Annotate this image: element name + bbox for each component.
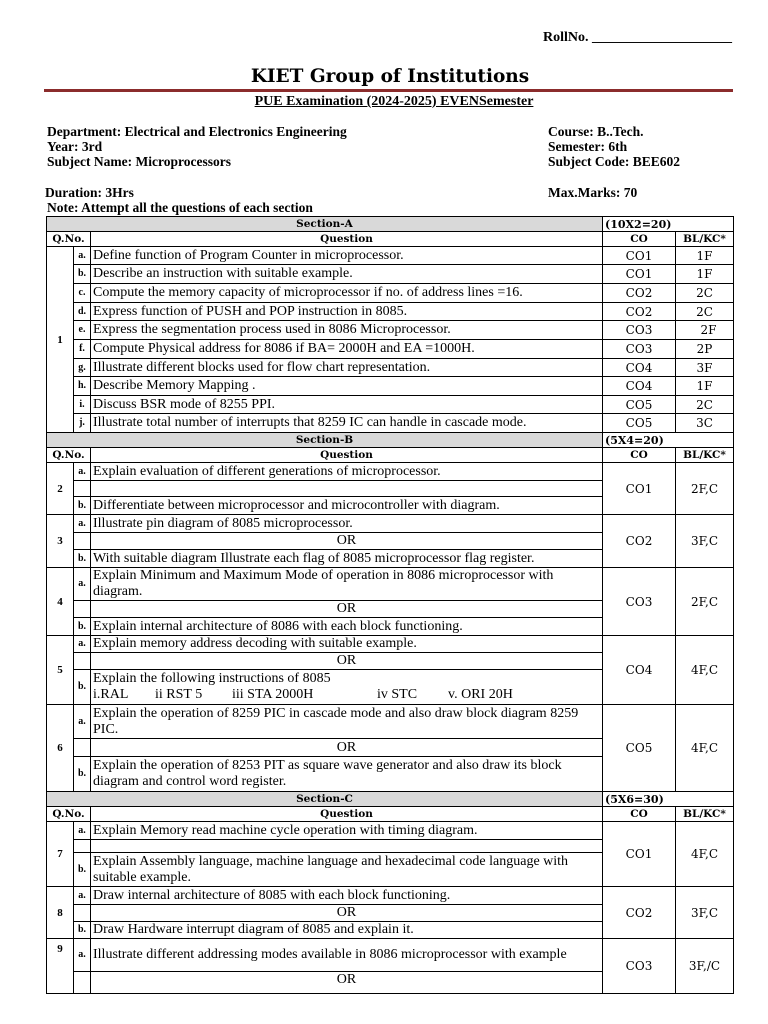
co-value: CO3 [603,939,676,994]
question-number: 2 [47,463,74,515]
question-table [46,216,734,994]
col-co: CO [603,807,676,822]
question-text: Compute the memory capacity of microprocessor if no. of address lines =16. [91,284,603,303]
roll-label: RollNo. [543,30,589,45]
bl-value: 1F [676,265,734,284]
bl-value: 4F,C [676,822,734,887]
course: Course: B..Tech. [548,124,644,139]
sub-label: d. [74,303,91,321]
table-row [47,265,734,284]
question-text: Illustrate different blocks used for flow chart representation. [91,359,603,377]
question-text: With suitable diagram Illustrate each flag of 8085 microprocessor flag register. [91,550,603,568]
column-header-row [47,448,734,463]
question-text: Explain memory address decoding with suitable example. [91,636,603,653]
instruction-item: iii STA 2000H [232,687,314,702]
sub-label: b. [74,550,91,568]
bl-value: 2P [676,340,734,359]
table-row [47,247,734,265]
question-text: Describe Memory Mapping . [91,377,603,396]
co-value: CO2 [603,284,676,303]
or-separator: OR [91,533,603,550]
instruction-item: v. ORI 20H [448,687,513,702]
institution-title: KIET Group of Institutions [250,66,530,87]
sub-label: a. [74,822,91,840]
table-row [47,939,734,972]
sub-label: b. [74,922,91,939]
instruction-item: ii RST 5 [155,687,203,702]
col-question: Question [91,807,603,822]
co-value: CO1 [603,463,676,515]
instruction-item: iv STC [377,687,418,702]
note: Note: Attempt all the questions of each section [47,200,313,215]
col-co: CO [603,232,676,247]
sub-label: a. [74,568,91,601]
exam-title: PUE Examination (2024-2025) EVENSemester [254,94,534,109]
sub-label: a. [74,939,91,972]
question-text: Explain Memory read machine cycle operation with timing diagram. [91,822,603,840]
col-qno: Q.No. [47,807,91,822]
sub-label: b. [74,757,91,792]
question-text: Illustrate different addressing modes available in 8086 microprocessor with example [91,939,603,972]
section-a-marks: (10X2=20) [603,217,734,232]
question-text: Differentiate between microprocessor and microcontroller with diagram. [91,497,603,515]
bl-value: 2C [676,303,734,321]
section-c-marks: (5X6=30) [603,792,734,807]
table-row [47,636,734,653]
section-c-title: Section-C [47,792,603,807]
question-text: Explain Assembly language, machine language and hexadecimal code language with suitable example. [91,853,603,887]
question-text: Define function of Program Counter in microprocessor. [91,247,603,265]
question-text: Draw Hardware interrupt diagram of 8085 and explain it. [91,922,603,939]
question-text: Discuss BSR mode of 8255 PPI. [91,396,603,414]
title-divider [44,89,733,92]
co-value: CO1 [603,265,676,284]
col-qno: Q.No. [47,448,91,463]
col-co: CO [603,448,676,463]
table-row [47,568,734,601]
question-text: Express the segmentation process used in 8086 Microprocessor. [91,321,603,340]
year: Year: 3rd [47,139,103,154]
sub-label: b. [74,265,91,284]
question-text: Illustrate total number of interrupts that 8259 IC can handle in cascade mode. [91,414,603,433]
table-row [47,340,734,359]
sub-label: g. [74,359,91,377]
table-row [47,414,734,433]
department: Department: Electrical and Electronics Engineering [47,124,347,139]
bl-value: 2F [676,321,734,340]
bl-value: 2F,C [676,568,734,636]
table-row [47,377,734,396]
sub-label: j. [74,414,91,433]
section-a-header [47,217,734,232]
table-row [47,359,734,377]
bl-value: 2C [676,396,734,414]
co-value: CO2 [603,303,676,321]
table-row [47,515,734,533]
co-value: CO2 [603,515,676,568]
section-b-header [47,433,734,448]
duration: Duration: 3Hrs [45,185,134,200]
sub-label: b. [74,497,91,515]
or-separator: OR [91,739,603,757]
bl-value: 4F,C [676,636,734,705]
question-text: Explain internal architecture of 8086 with each block functioning. [91,618,603,636]
question-text: Compute Physical address for 8086 if BA= 2000H and EA =1000H. [91,340,603,359]
bl-value: 3F [676,359,734,377]
sub-label: a. [74,247,91,265]
co-value: CO4 [603,377,676,396]
instruction-item: i.RAL [93,687,129,702]
question-text: Explain the operation of 8253 PIT as square wave generator and also draw its block diagram and control word register. [91,757,603,792]
bl-value: 2C [676,284,734,303]
sub-label: a. [74,705,91,739]
section-c-header [47,792,734,807]
max-marks: Max.Marks: 70 [548,185,638,200]
question-text: Draw internal architecture of 8085 with each block functioning. [91,887,603,905]
sub-label: b. [74,670,91,705]
section-b-marks: (5X4=20) [603,433,734,448]
sub-label: h. [74,377,91,396]
column-header-row [47,232,734,247]
question-number: 6 [47,705,74,792]
co-value: CO3 [603,340,676,359]
semester: Semester: 6th [548,139,628,154]
col-bl: BL/KC* [676,232,734,247]
sub-label: a. [74,887,91,905]
sub-label: c. [74,284,91,303]
sub-label: b. [74,618,91,636]
section-b-title: Section-B [47,433,603,448]
col-question: Question [91,448,603,463]
bl-value: 3F,C [676,887,734,939]
table-row [47,887,734,905]
co-value: CO1 [603,247,676,265]
roll-number-field [543,30,732,46]
question-number: 7 [47,822,74,887]
bl-value: 1F [676,247,734,265]
question-text: Explain the operation of 8259 PIC in cascade mode and also draw block diagram 8259 PIC. [91,705,603,739]
section-a-title: Section-A [47,217,603,232]
instruction-list [93,687,600,703]
co-value: CO2 [603,887,676,939]
question-number: 8 [47,887,74,939]
co-value: CO4 [603,636,676,705]
table-row [47,705,734,739]
sub-label: f. [74,340,91,359]
or-separator: OR [91,653,603,670]
co-value: CO5 [603,396,676,414]
question-text: Express function of PUSH and POP instruction in 8085. [91,303,603,321]
question-number: 9 [47,939,74,994]
table-row [47,822,734,840]
column-header-row [47,807,734,822]
or-separator: OR [91,905,603,922]
co-value: CO5 [603,705,676,792]
co-value: CO5 [603,414,676,433]
subject-name: Subject Name: Microprocessors [47,154,231,169]
sub-label: a. [74,463,91,481]
table-row [47,303,734,321]
bl-value: 4F,C [676,705,734,792]
sub-label: i. [74,396,91,414]
bl-value: 3F,C [676,515,734,568]
table-row [47,396,734,414]
or-separator: OR [91,601,603,618]
bl-value: 3F,/C [676,939,734,994]
sub-label: a. [74,515,91,533]
table-row [47,284,734,303]
question-number: 1 [47,247,74,433]
question-number: 5 [47,636,74,705]
or-separator: OR [91,972,603,994]
bl-value: 3C [676,414,734,433]
question-number: 3 [47,515,74,568]
question-text [91,670,603,705]
co-value: CO3 [603,321,676,340]
col-qno: Q.No. [47,232,91,247]
bl-value: 2F,C [676,463,734,515]
sub-label: a. [74,636,91,653]
subject-code: Subject Code: BEE602 [548,154,681,169]
col-bl: BL/KC* [676,448,734,463]
co-value: CO4 [603,359,676,377]
question-number: 4 [47,568,74,636]
table-row [47,321,734,340]
roll-blank: ____________________ [592,30,732,45]
table-row [47,463,734,481]
instruction-intro: Explain the following instructions of 8085 [93,671,331,686]
sub-label: e. [74,321,91,340]
bl-value: 1F [676,377,734,396]
co-value: CO3 [603,568,676,636]
col-question: Question [91,232,603,247]
col-bl: BL/KC* [676,807,734,822]
question-text: Describe an instruction with suitable example. [91,265,603,284]
question-text: Illustrate pin diagram of 8085 microprocessor. [91,515,603,533]
question-text: Explain evaluation of different generations of microprocessor. [91,463,603,481]
question-text: Explain Minimum and Maximum Mode of operation in 8086 microprocessor with diagram. [91,568,603,601]
sub-label: b. [74,853,91,887]
co-value: CO1 [603,822,676,887]
